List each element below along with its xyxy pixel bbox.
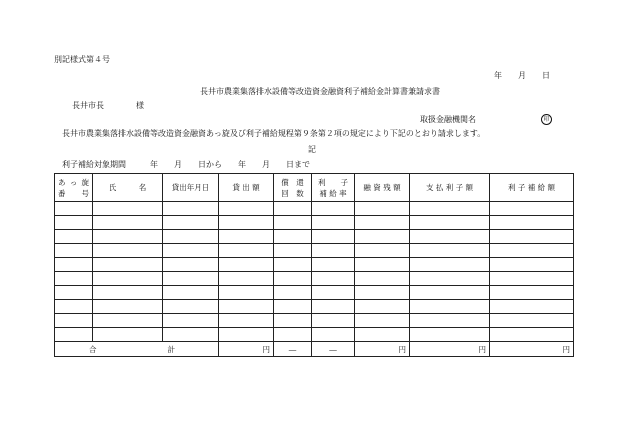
cell-loan-balance[interactable]	[355, 286, 410, 300]
cell-loan-amount[interactable]	[219, 328, 274, 342]
cell-name[interactable]	[93, 230, 163, 244]
cell-subsidy-rate[interactable]	[312, 202, 355, 216]
cell-loan-date[interactable]	[163, 230, 219, 244]
cell-subsidy-rate[interactable]	[312, 216, 355, 230]
cell-loan-date[interactable]	[163, 216, 219, 230]
total-subsidy: 円	[490, 342, 574, 357]
ki-heading: 記	[308, 145, 316, 154]
table-row	[55, 258, 574, 272]
institution-label: 取扱金融機関名	[420, 115, 476, 124]
cell-loan-date[interactable]	[163, 272, 219, 286]
table-row	[55, 314, 574, 328]
cell-interest-paid[interactable]	[410, 300, 490, 314]
cell-name[interactable]	[93, 244, 163, 258]
cell-interest-paid[interactable]	[410, 202, 490, 216]
cell-loan-amount[interactable]	[219, 272, 274, 286]
cell-application-number[interactable]	[55, 286, 93, 300]
cell-name[interactable]	[93, 202, 163, 216]
cell-interest-paid[interactable]	[410, 272, 490, 286]
header-interest-paid: 支 払 利 子 額	[410, 174, 490, 202]
cell-loan-amount[interactable]	[219, 286, 274, 300]
cell-application-number[interactable]	[55, 314, 93, 328]
cell-name[interactable]	[93, 272, 163, 286]
total-balance: 円	[355, 342, 410, 357]
cell-subsidy-amount[interactable]	[490, 230, 574, 244]
cell-subsidy-amount[interactable]	[490, 286, 574, 300]
cell-subsidy-amount[interactable]	[490, 244, 574, 258]
cell-subsidy-amount[interactable]	[490, 258, 574, 272]
table-header-row	[55, 174, 574, 202]
cell-loan-amount[interactable]	[219, 202, 274, 216]
cell-application-number[interactable]	[55, 328, 93, 342]
table-row	[55, 300, 574, 314]
document-title: 長井市農業集落排水設備等改造資金融資利子補給金計算書兼請求書	[200, 87, 440, 96]
cell-subsidy-rate[interactable]	[312, 272, 355, 286]
cell-application-number[interactable]	[55, 258, 93, 272]
table-row	[55, 328, 574, 342]
cell-loan-date[interactable]	[163, 300, 219, 314]
cell-application-number[interactable]	[55, 272, 93, 286]
cell-loan-date[interactable]	[163, 202, 219, 216]
date-line: 年 月 日	[494, 71, 550, 80]
header-name: 氏 名	[93, 174, 163, 202]
cell-name[interactable]	[93, 328, 163, 342]
cell-loan-balance[interactable]	[355, 216, 410, 230]
total-interest-paid: 円	[410, 342, 490, 357]
header-subsidy-amount: 利 子 補 給 額	[490, 174, 574, 202]
cell-repayment-count[interactable]	[274, 216, 312, 230]
cell-subsidy-rate[interactable]	[312, 244, 355, 258]
cell-subsidy-rate[interactable]	[312, 328, 355, 342]
cell-name[interactable]	[93, 314, 163, 328]
header-loan-date: 貸出年月日	[163, 174, 219, 202]
table-row	[55, 244, 574, 258]
cell-loan-amount[interactable]	[219, 230, 274, 244]
cell-application-number[interactable]	[55, 216, 93, 230]
subsidy-period: 利子補給対象期間 年 月 日から 年 月 日まで	[62, 160, 310, 169]
table-row	[55, 202, 574, 216]
cell-interest-paid[interactable]	[410, 328, 490, 342]
cell-loan-balance[interactable]	[355, 244, 410, 258]
cell-loan-balance[interactable]	[355, 230, 410, 244]
cell-repayment-count[interactable]	[274, 314, 312, 328]
cell-subsidy-amount[interactable]	[490, 202, 574, 216]
cell-application-number[interactable]	[55, 300, 93, 314]
cell-subsidy-amount[interactable]	[490, 314, 574, 328]
total-rate-dash: ―	[312, 342, 355, 357]
cell-application-number[interactable]	[55, 202, 93, 216]
cell-interest-paid[interactable]	[410, 286, 490, 300]
cell-subsidy-amount[interactable]	[490, 216, 574, 230]
header-repayment-count: 償 還 回 数	[274, 174, 312, 202]
header-application-number: あ っ 旋 番 号	[55, 174, 93, 202]
cell-loan-amount[interactable]	[219, 258, 274, 272]
cell-loan-balance[interactable]	[355, 258, 410, 272]
table-row	[55, 216, 574, 230]
cell-loan-balance[interactable]	[355, 314, 410, 328]
cell-loan-date[interactable]	[163, 328, 219, 342]
cell-subsidy-rate[interactable]	[312, 230, 355, 244]
cell-subsidy-rate[interactable]	[312, 258, 355, 272]
cell-repayment-count[interactable]	[274, 244, 312, 258]
table-row	[55, 272, 574, 286]
cell-repayment-count[interactable]	[274, 202, 312, 216]
cell-interest-paid[interactable]	[410, 244, 490, 258]
cell-repayment-count[interactable]	[274, 286, 312, 300]
cell-loan-amount[interactable]	[219, 314, 274, 328]
cell-subsidy-rate[interactable]	[312, 300, 355, 314]
form-number: 別記様式第４号	[54, 55, 110, 64]
cell-name[interactable]	[93, 216, 163, 230]
total-loan-amount: 円	[219, 342, 274, 357]
cell-loan-amount[interactable]	[219, 216, 274, 230]
cell-interest-paid[interactable]	[410, 314, 490, 328]
cell-subsidy-rate[interactable]	[312, 286, 355, 300]
cell-interest-paid[interactable]	[410, 258, 490, 272]
cell-loan-balance[interactable]	[355, 300, 410, 314]
cell-loan-balance[interactable]	[355, 272, 410, 286]
request-body-text: 長井市農業集落排水設備等改造資金融資あっ旋及び利子補給規程第９条第２項の規定により下記のとおり請求します。	[62, 129, 486, 138]
cell-repayment-count[interactable]	[274, 230, 312, 244]
cell-loan-amount[interactable]	[219, 244, 274, 258]
cell-loan-date[interactable]	[163, 314, 219, 328]
cell-repayment-count[interactable]	[274, 300, 312, 314]
cell-loan-amount[interactable]	[219, 300, 274, 314]
cell-subsidy-amount[interactable]	[490, 272, 574, 286]
total-repayment-dash: ―	[274, 342, 312, 357]
cell-interest-paid[interactable]	[410, 230, 490, 244]
cell-repayment-count[interactable]	[274, 258, 312, 272]
cell-subsidy-amount[interactable]	[490, 328, 574, 342]
header-loan-amount: 貸 出 額	[219, 174, 274, 202]
seal-mark: 印	[541, 114, 552, 125]
cell-interest-paid[interactable]	[410, 216, 490, 230]
cell-loan-date[interactable]	[163, 258, 219, 272]
header-subsidy-rate: 利 子 補 給 率	[312, 174, 355, 202]
total-label: 合 計	[55, 342, 219, 357]
table-row	[55, 230, 574, 244]
cell-loan-balance[interactable]	[355, 202, 410, 216]
calculation-table	[54, 173, 574, 357]
total-row	[55, 342, 574, 357]
cell-repayment-count[interactable]	[274, 272, 312, 286]
cell-subsidy-amount[interactable]	[490, 300, 574, 314]
cell-application-number[interactable]	[55, 244, 93, 258]
cell-loan-date[interactable]	[163, 286, 219, 300]
cell-subsidy-rate[interactable]	[312, 314, 355, 328]
cell-loan-balance[interactable]	[355, 328, 410, 342]
addressee: 長井市長 様	[72, 101, 144, 110]
header-loan-balance: 融 資 残 額	[355, 174, 410, 202]
cell-name[interactable]	[93, 300, 163, 314]
cell-loan-date[interactable]	[163, 244, 219, 258]
cell-name[interactable]	[93, 258, 163, 272]
table-row	[55, 286, 574, 300]
cell-application-number[interactable]	[55, 230, 93, 244]
cell-name[interactable]	[93, 286, 163, 300]
cell-repayment-count[interactable]	[274, 328, 312, 342]
